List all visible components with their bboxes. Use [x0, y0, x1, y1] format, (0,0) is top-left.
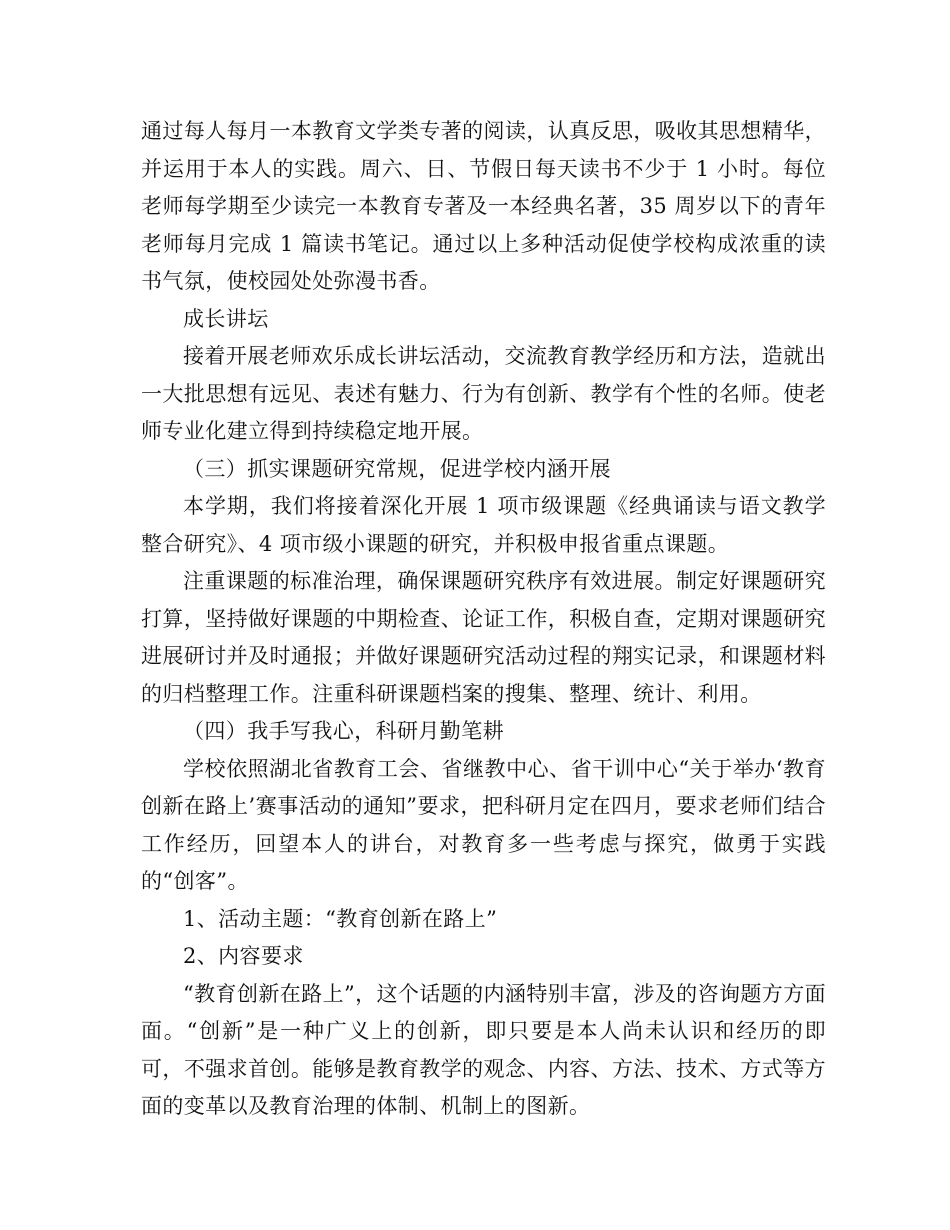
paragraph-research-topics: 本学期，我们将接着深化开展 1 项市级课题《经典诵读与语文教学整合研究》、4 项市级小课题的研究，并积极申报省重点课题。: [141, 494, 826, 556]
section-heading-3: （三）抓实课题研究常规，促进学校内涵开展: [183, 456, 611, 481]
section-heading-4: （四）我手写我心，科研月勤笔耕: [183, 719, 504, 743]
paragraph-reading-plan: 通过每人每月一本教育文学类专著的阅读，认真反思，吸收其思想精华，并运用于本人的实践。周六、日、节假日每天读书不少于 1 小时。每位老师每学期至少读完一本教育专著及一本经典名著，35 周岁以下的青年老师每月完成 1 篇读书笔记。通过以上多种活动促使学校构成浓重的读书气氛，使校园处处弥漫书香。: [141, 119, 826, 293]
list-item-content-requirements: 2、内容要求: [183, 944, 304, 968]
paragraph-innovation-definition: “教育创新在路上”，这个话题的内涵特别丰富，涉及的咨询题方方面面。“创新”是一种广义上的创新，即只要是本人尚未认识和经历的即可，不强求首创。能够是教育教学的观念、内容、方法、技术、方式等方面的变革以及教育治理的体制、机制上的图新。: [141, 981, 826, 1118]
document-body: [141, 113, 826, 1126]
paragraph-growth-forum: 接着开展老师欢乐成长讲坛活动，交流教育教学经历和方法，造就出一大批思想有远见、表述有魅力、行为有创新、教学有个性的名师。使老师专业化建立得到持续稳定地开展。: [141, 344, 826, 443]
list-item-activity-theme: 1、活动主题：“教育创新在路上”: [183, 906, 498, 931]
paragraph-research-month: 学校依照湖北省教育工会、省继教中心、省干训中心“关于举办‘教育创新在路上’赛事活动的通知”要求，把科研月定在四月，要求老师们结合工作经历，回望本人的讲台，对教育多一些考虑与探究，做勇于实践的“创客”。: [141, 756, 826, 893]
paragraph-research-management: 注重课题的标准治理，确保课题研究秩序有效进展。制定好课题研究打算，坚持做好课题的中期检查、论证工作，积极自查，定期对课题研究进展研讨并及时通报；并做好课题研究活动过程的翔实记录，和课题材料的归档整理工作。注重科研课题档案的搜集、整理、统计、利用。: [141, 569, 826, 706]
heading-growth-forum: 成长讲坛: [183, 306, 269, 331]
